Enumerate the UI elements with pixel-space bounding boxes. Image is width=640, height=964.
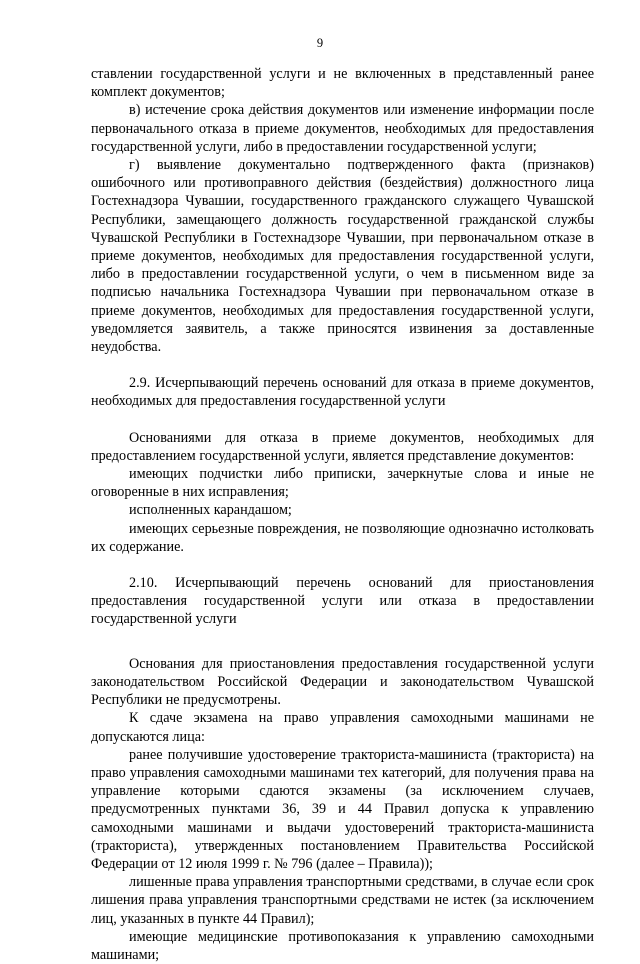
paragraph-suspension-grounds: Основания для приостановления предоставления государственной услуги законодательством Российской Федерации и законодательством Чувашской Республики не предусмотрены. xyxy=(91,655,594,709)
paragraph-exam-restrictions: К сдаче экзамена на право управления самоходными машинами не допускаются лица: xyxy=(91,710,594,745)
list-item-pencil: исполненных карандашом; xyxy=(129,502,292,519)
section-heading-2-9: 2.9. Исчерпывающий перечень оснований для отказа в приеме документов, необходимых для предоставления государственной услуги xyxy=(91,375,594,410)
list-item-medical: имеющие медицинские противопоказания к управлению самоходными машинами; xyxy=(91,928,594,963)
paragraph-continuation: ставлении государственной услуги и не включенных в представленный ранее комплект документов; xyxy=(91,66,594,101)
section-heading-2-10: 2.10. Исчерпывающий перечень оснований для приостановления предоставления государственной услуги или отказа в предоставлении государственной услуги xyxy=(91,575,594,628)
page-number: 9 xyxy=(316,36,324,50)
paragraph-item-g: г) выявление документально подтвержденного факта (признаков) ошибочного или противоправного действия (бездействия) должностного лица Гостехнадзора Чувашии, государственного гражданского служащего Чувашской Республики, замещающего должность государственной гражданской службы Чувашской Республики в Гостехнадзоре Чувашии, при первоначальном отказе в приеме документов, необходимых для предоставления государственной услуги, либо в предоставлении государственной услуги, о чем в письменном виде за подписью начальника Гостехнадзора Чувашии при первоначальном отказе в приеме документов, необходимых для предоставления государственной услуги, уведомляется заявитель, а также приносятся извинения за доставленные неудобства. xyxy=(91,157,594,356)
paragraph-item-v: в) истечение срока действия документов или изменение информации после первоначального отказа в приеме документов, необходимых для предоставления государственной услуги, либо в предоставлении государственной услуги; xyxy=(91,102,594,155)
list-item-already-licensed: ранее получившие удостоверение тракториста-машиниста (тракториста) на право управления самоходными машинами тех категорий, для получения права на управление которыми сдаются экзамены (за исключением случаев, предусмотренных пунктами 36, 39 и 44 Правил допуска к управлению самоходными машинами и выдачи удостоверений тракториста-машиниста (тракториста), утвержденных постановлением Правительства Российской Федерации от 12 июля 1999 г. № 796 (далее – Правила)); xyxy=(91,746,594,872)
list-item-corrections: имеющих подчистки либо приписки, зачеркнутые слова и иные не оговоренные в них исправления; xyxy=(91,466,594,501)
document-body xyxy=(91,65,594,964)
list-item-deprived-rights: лишенные права управления транспортными средствами, в случае если срок лишения права управления транспортными средствами не истек (за исключением лиц, указанных в пункте 44 Правил); xyxy=(91,874,594,927)
paragraph-refusal-grounds: Основаниями для отказа в приеме документов, необходимых для предоставлением государственной услуги, является представление документов: xyxy=(91,429,594,464)
list-item-damage: имеющих серьезные повреждения, не позволяющие однозначно истолковать их содержание. xyxy=(91,520,594,555)
